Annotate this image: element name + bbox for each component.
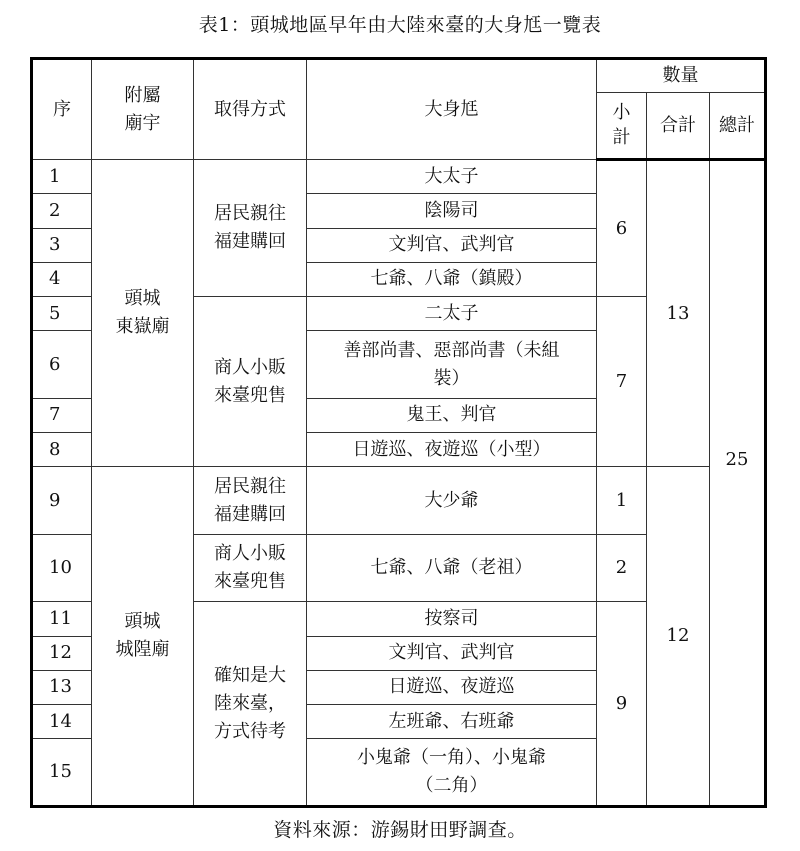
temple-cell-dongyue: 頭城 東嶽廟 <box>92 160 194 467</box>
header-quantity: 數量 <box>597 59 766 93</box>
subtotal-cell: 2 <box>597 534 647 602</box>
method-cell: 商人小販 來臺兜售 <box>194 297 307 467</box>
row-index: 5 <box>32 297 92 331</box>
statue-cell: 文判官、武判官 <box>307 636 597 670</box>
source-note: 資料來源：游錫財田野調查。 <box>273 819 527 841</box>
statue-cell: 七爺、八爺（老祖） <box>307 534 597 602</box>
method-cell: 居民親往 福建購回 <box>194 160 307 297</box>
temple-cell-chenghuang: 頭城 城隍廟 <box>92 467 194 807</box>
method-cell: 確知是大 陸來臺， 方式待考 <box>194 602 307 807</box>
row-index: 7 <box>32 398 92 432</box>
row-index: 10 <box>32 534 92 602</box>
subtotal-cell: 1 <box>597 467 647 535</box>
header-index: 序 <box>32 59 92 160</box>
header-temple: 附屬 廟宇 <box>92 59 194 160</box>
subtotal-cell: 7 <box>597 297 647 467</box>
method-cell: 商人小販 來臺兜售 <box>194 534 307 602</box>
statue-cell: 按察司 <box>307 602 597 636</box>
statue-cell: 鬼王、判官 <box>307 398 597 432</box>
row-index: 8 <box>32 433 92 467</box>
grand-total-cell <box>710 160 766 807</box>
row-index: 3 <box>32 228 92 262</box>
header-statue: 大身尪 <box>307 59 597 160</box>
row-index: 12 <box>32 636 92 670</box>
grand-total-value: 25 <box>725 449 749 470</box>
statue-cell: 大少爺 <box>307 467 597 535</box>
statue-cell: 文判官、武判官 <box>307 228 597 262</box>
subtotal-cell: 6 <box>597 160 647 297</box>
header-method: 取得方式 <box>194 59 307 160</box>
statue-cell: 左班爺、右班爺 <box>307 705 597 739</box>
header-sum: 合計 <box>647 93 710 160</box>
row-index: 14 <box>32 705 92 739</box>
row-index: 2 <box>32 194 92 228</box>
sum-cell-dongyue: 13 <box>647 160 710 467</box>
subtotal-cell: 9 <box>597 602 647 807</box>
sum-cell-chenghuang: 12 <box>647 467 710 807</box>
row-index: 11 <box>32 602 92 636</box>
method-cell: 居民親往 福建購回 <box>194 467 307 535</box>
header-subtotal: 小 計 <box>597 93 647 160</box>
statue-cell: 大太子 <box>307 160 597 194</box>
header-total: 總計 <box>710 93 766 160</box>
statue-cell: 日遊巡、夜遊巡 <box>307 670 597 704</box>
statue-cell: 日遊巡、夜遊巡（小型） <box>307 433 597 467</box>
statue-cell: 陰陽司 <box>307 194 597 228</box>
row-index: 9 <box>32 467 92 535</box>
row-index: 4 <box>32 262 92 296</box>
row-index: 6 <box>32 331 92 399</box>
table-caption: 表1：頭城地區早年由大陸來臺的大身尪一覽表 <box>198 14 602 36</box>
statue-cell: 七爺、八爺（鎮殿） <box>307 262 597 296</box>
row-index: 1 <box>32 160 92 194</box>
statue-table <box>30 57 767 808</box>
statue-cell: 二太子 <box>307 297 597 331</box>
row-index: 15 <box>32 739 92 807</box>
row-index: 13 <box>32 670 92 704</box>
statue-cell: 小鬼爺（一角）、小鬼爺 （二角） <box>307 739 597 807</box>
statue-cell: 善部尚書、惡部尚書（未組 裝） <box>307 331 597 399</box>
